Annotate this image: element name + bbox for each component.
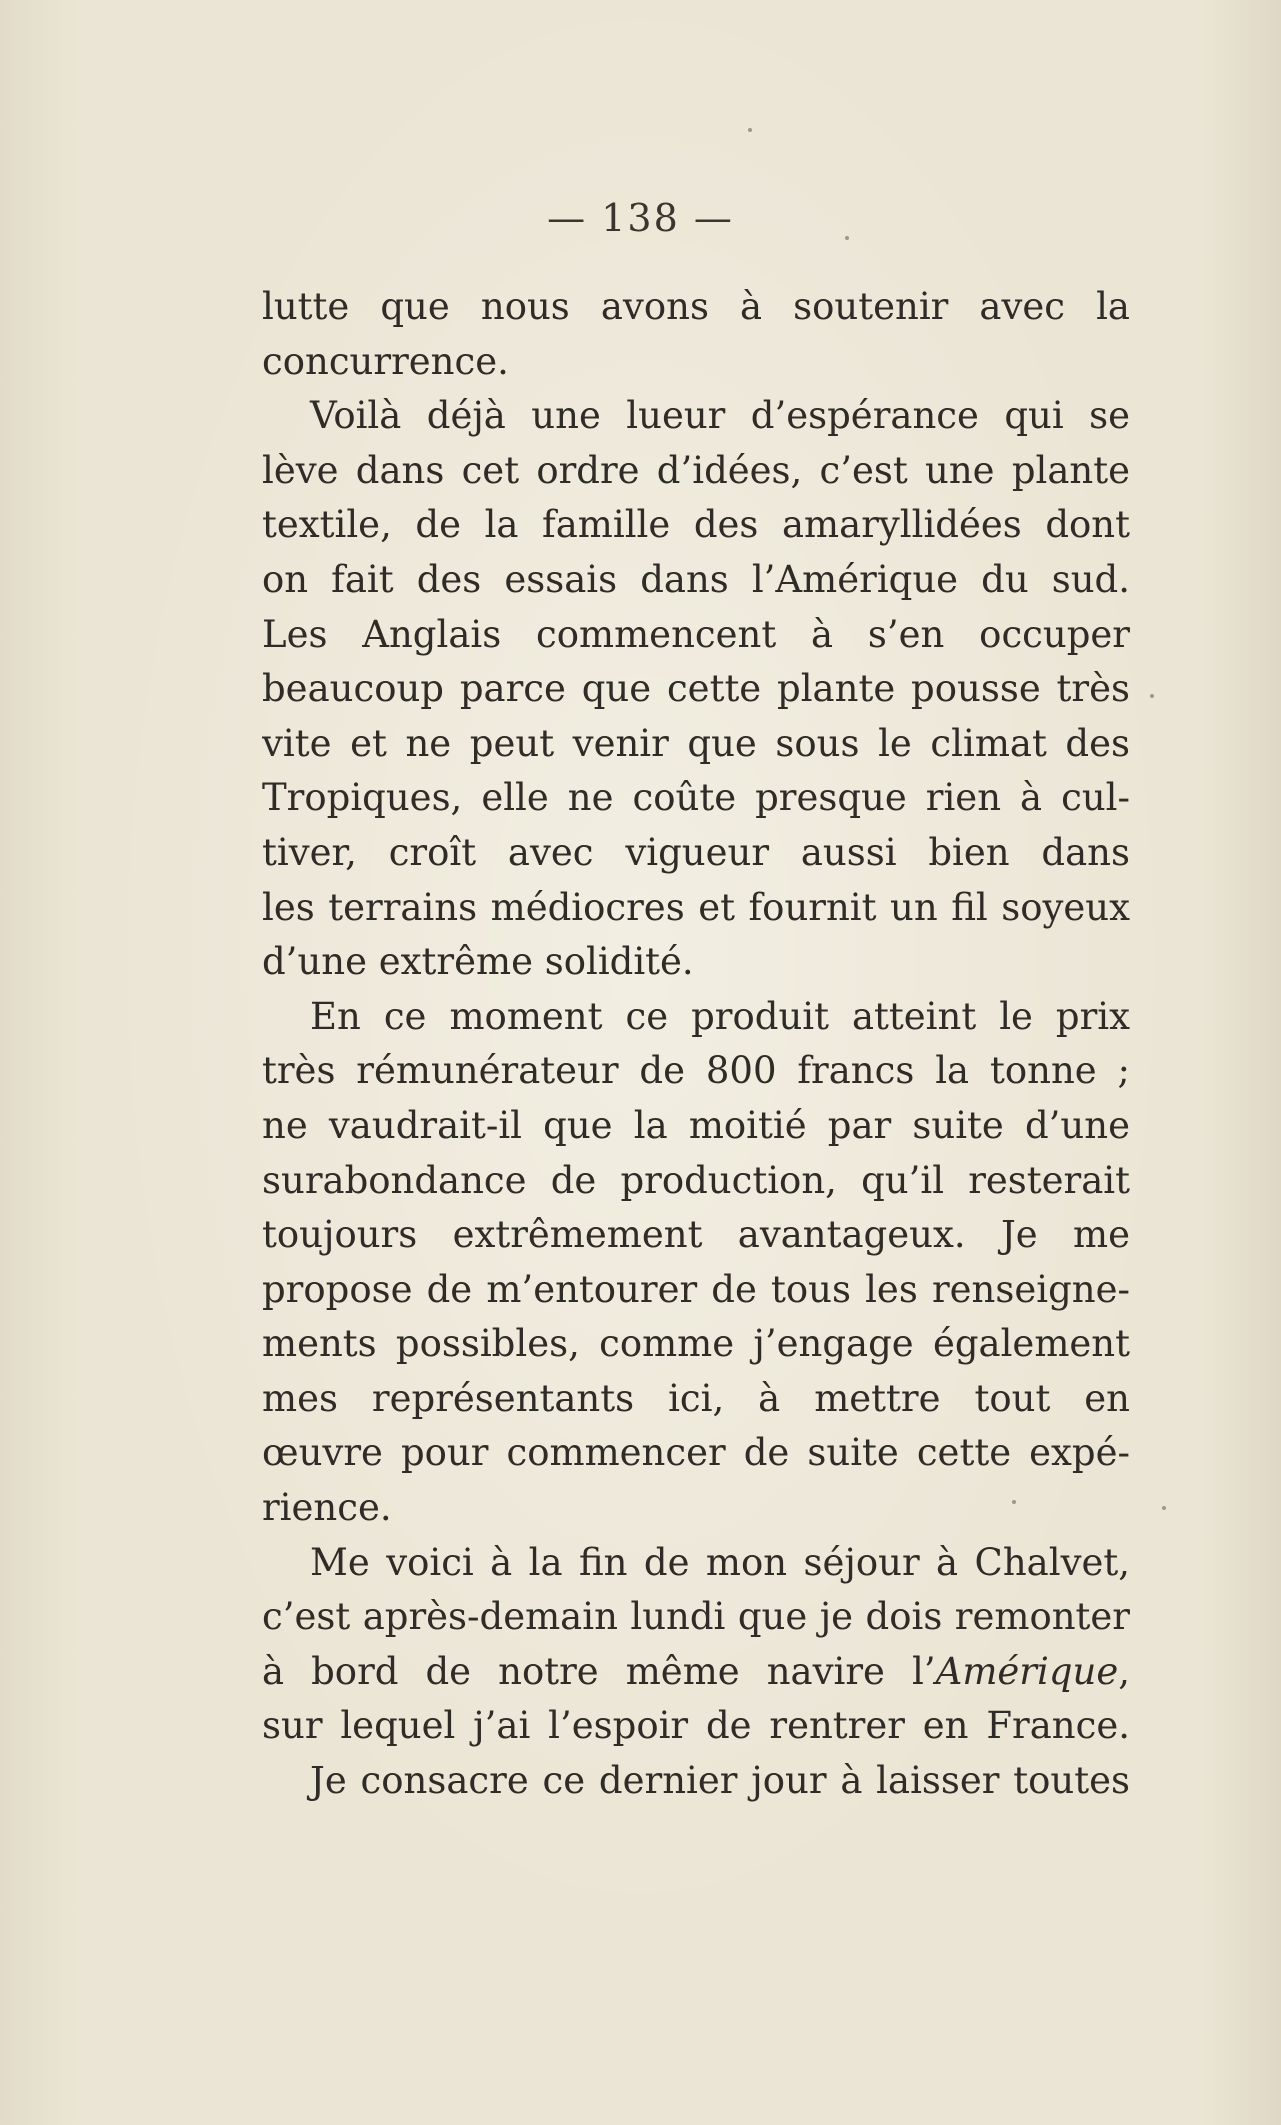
paper-speck [845,236,849,240]
text-line: d’une extrême solidité. [262,940,694,984]
text-line: textile, de la famille des amaryllidées dont [262,503,1130,547]
text-line: rience. [262,1486,392,1530]
text-line: lève dans cet ordre d’idées, c’est une plante [262,448,1130,492]
text-line: lutte que nous avons à soutenir avec la [262,285,1130,328]
paper-speck [1162,1506,1166,1510]
text-span: à bord de notre même navire l’ [262,1649,936,1693]
text-line: vite et ne peut venir que sous le climat des [262,721,1130,765]
text-line: on fait des essais dans l’Amérique du sud. [262,557,1130,601]
paragraph-start-line: Me voici à la fin de mon séjour à Chalvet, [310,1540,1130,1584]
text-line: très rémunérateur de 800 francs la tonne ; [262,1049,1130,1093]
paragraph-start-line: Voilà déjà une lueur d’espérance qui se [310,394,1130,438]
text-line: c’est après-demain lundi que je dois remonter [262,1595,1130,1639]
text-line: toujours extrêmement avantageux. Je me [262,1213,1130,1257]
text-line: Les Anglais commencent à s’en occuper [262,612,1130,656]
paragraph-start-line: Je consacre ce dernier jour à laisser toutes [310,1759,1130,1803]
paper-speck [1150,694,1154,698]
text-line: mes représentants ici, à mettre tout en [262,1376,1130,1420]
page-number: — 138 — [547,196,734,240]
ship-name-italic: Amérique [935,1649,1119,1693]
text-line: ne vaudrait-il que la moitié par suite d’une [262,1103,1130,1147]
text-line: Tropiques, elle ne coûte presque rien à cul- [262,776,1130,820]
text-line-with-italic [262,1645,1130,1700]
text-line: surabondance de production, qu’il resterait [262,1158,1130,1202]
text-line: beaucoup parce que cette plante pousse très [262,667,1130,711]
paper-speck [748,128,752,132]
text-line: propose de m’entourer de tous les renseigne- [262,1267,1130,1311]
text-line: les terrains médiocres et fournit un fil soyeux [262,885,1130,929]
paragraph-start-line: En ce moment ce produit atteint le prix [310,994,1130,1038]
text-line: ments possibles, comme j’engage également [262,1322,1130,1366]
text-line: œuvre pour commencer de suite cette expé- [262,1431,1130,1475]
text-line: tiver, croît avec vigueur aussi bien dans [262,830,1130,874]
text-line: concurrence. [262,339,509,383]
page-text [262,280,1130,1809]
paper-speck [1012,1500,1016,1504]
text-line: sur lequel j’ai l’espoir de rentrer en France. [262,1704,1130,1748]
text-span: , [1118,1649,1130,1693]
